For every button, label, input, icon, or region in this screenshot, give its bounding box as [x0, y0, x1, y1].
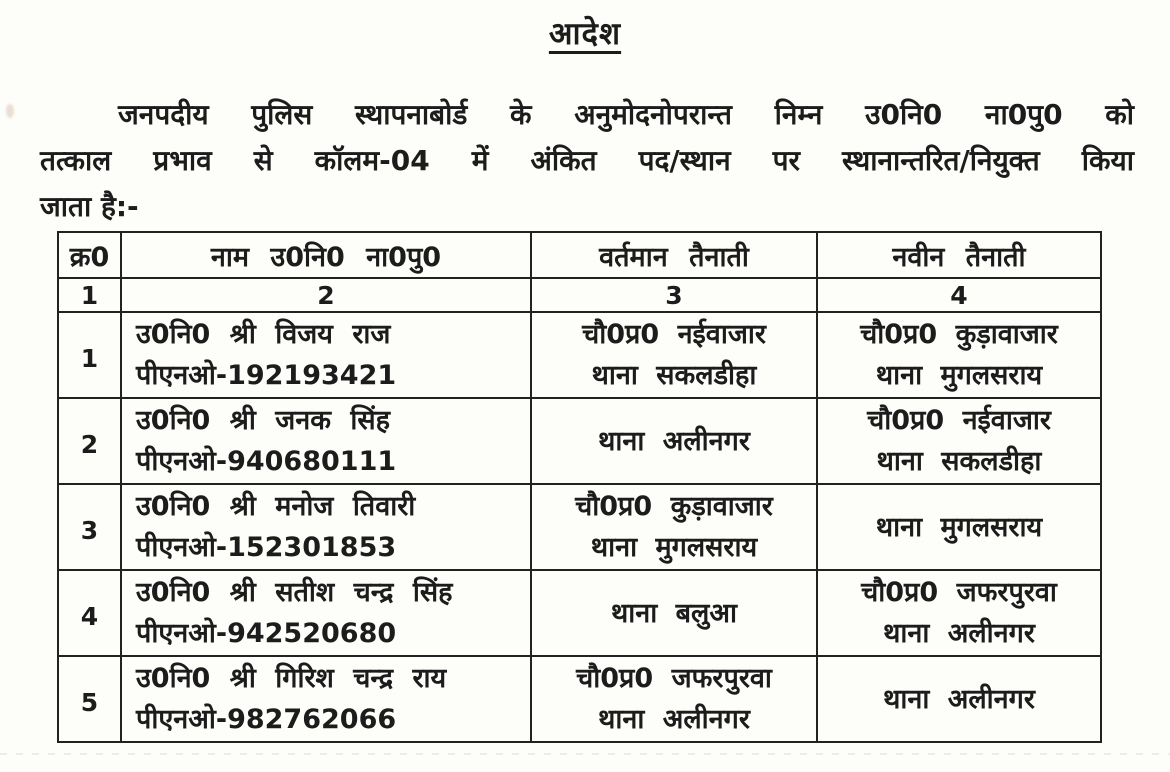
officer-name: उ0नि0 श्री सतीश चन्द्र सिंह: [136, 577, 453, 608]
order-paragraph: [40, 92, 1134, 230]
posting-line: थाना सकलडीहा: [876, 446, 1042, 477]
posting-line: थाना अलीनगर: [598, 425, 750, 457]
table-row: [58, 312, 1101, 398]
paragraph-line: जनपदीय पुलिस स्थापनाबोर्ड के अनुमोदनोपरान्त निम्न उ0नि0 ना0पु0 को: [118, 98, 1134, 131]
officer-pno: पीएनओ-940680111: [136, 446, 397, 477]
name-cell: [121, 570, 531, 656]
posting-line: थाना अलीनगर: [883, 618, 1035, 649]
new-posting-cell: [817, 312, 1101, 398]
posting-line: थाना अलीनगर: [598, 704, 750, 735]
page-title: आदेश: [548, 16, 622, 52]
posting-line: थाना अलीनगर: [883, 683, 1035, 715]
name-cell: [121, 484, 531, 570]
table-row: [58, 570, 1101, 656]
scanned-order-document: [0, 12, 1170, 772]
table-row: [58, 656, 1101, 742]
header-name: नाम उ0नि0 ना0पु0: [121, 232, 531, 278]
posting-line: थाना बलुआ: [611, 597, 737, 629]
paragraph-line: जाता है:-: [40, 190, 139, 223]
header-current-posting: वर्तमान तैनाती: [531, 232, 817, 278]
name-cell: [121, 312, 531, 398]
posting-line: चौ0प्र0 कुड़ावाजार: [575, 491, 773, 522]
officer-name: उ0नि0 श्री जनक सिंह: [136, 405, 390, 436]
header-new-posting: नवीन तैनाती: [817, 232, 1101, 278]
scan-smudge: [6, 104, 14, 118]
posting-line: थाना सकलडीहा: [591, 360, 757, 391]
new-posting-cell: [817, 398, 1101, 484]
serial-cell: 5: [58, 656, 121, 742]
table-row: [58, 398, 1101, 484]
current-posting-cell: [531, 398, 817, 484]
posting-line: चौ0प्र0 नईवाजार: [582, 319, 766, 350]
scan-artifact-line: [0, 753, 1170, 755]
paragraph-line: तत्काल प्रभाव से कॉलम-04 में अंकित पद/स्थान पर स्थानान्तरित/नियुक्त किया: [40, 144, 1134, 177]
posting-line: चौ0प्र0 नईवाजार: [867, 405, 1051, 436]
serial-cell: 4: [58, 570, 121, 656]
new-posting-cell: [817, 656, 1101, 742]
column-number: 1: [58, 278, 121, 312]
column-number: 3: [531, 278, 817, 312]
posting-line: थाना मुगलसराय: [875, 360, 1043, 391]
posting-line: थाना मुगलसराय: [590, 532, 758, 563]
transfer-table: [57, 231, 1102, 743]
table-row: [58, 484, 1101, 570]
officer-name: उ0नि0 श्री मनोज तिवारी: [136, 491, 416, 522]
serial-cell: 1: [58, 312, 121, 398]
header-serial: क्र0: [58, 232, 121, 278]
posting-line: थाना मुगलसराय: [875, 511, 1043, 543]
posting-line: चौ0प्र0 जफरपुरवा: [576, 663, 772, 694]
officer-pno: पीएनओ-982762066: [136, 704, 397, 735]
column-number: 4: [817, 278, 1101, 312]
officer-pno: पीएनओ-942520680: [136, 618, 397, 649]
officer-name: उ0नि0 श्री गिरिश चन्द्र राय: [136, 663, 447, 694]
posting-line: चौ0प्र0 कुड़ावाजार: [860, 319, 1058, 350]
posting-line: चौ0प्र0 जफरपुरवा: [861, 577, 1057, 608]
current-posting-cell: [531, 570, 817, 656]
table-header-row: [58, 232, 1101, 278]
new-posting-cell: [817, 484, 1101, 570]
column-number: 2: [121, 278, 531, 312]
name-cell: [121, 656, 531, 742]
officer-pno: पीएनओ-152301853: [136, 532, 397, 563]
serial-cell: 3: [58, 484, 121, 570]
current-posting-cell: [531, 312, 817, 398]
serial-cell: 2: [58, 398, 121, 484]
officer-name: उ0नि0 श्री विजय राज: [136, 319, 391, 350]
column-number-row: [58, 278, 1101, 312]
current-posting-cell: [531, 484, 817, 570]
officer-pno: पीएनओ-192193421: [136, 360, 397, 391]
new-posting-cell: [817, 570, 1101, 656]
current-posting-cell: [531, 656, 817, 742]
name-cell: [121, 398, 531, 484]
